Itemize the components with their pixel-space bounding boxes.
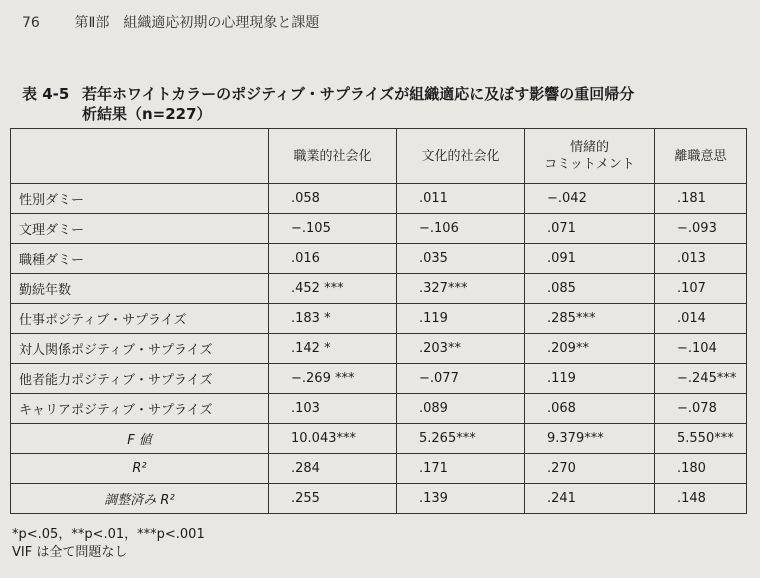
row-label: 文理ダミー	[11, 214, 269, 244]
stat-cell: 10.043***	[269, 424, 397, 454]
row-label: 他者能力ポジティブ・サプライズ	[11, 364, 269, 394]
coef-cell: .068	[525, 394, 655, 424]
column-header: 離職意思	[655, 129, 747, 184]
page-number: 76	[22, 15, 40, 31]
coef-cell: .103	[269, 394, 397, 424]
corner-cell	[11, 129, 269, 184]
stat-label: 調整済み R²	[11, 484, 269, 514]
stat-cell: 5.265***	[397, 424, 525, 454]
table-title-line1: 若年ホワイトカラーのポジティブ・サプライズが組織適応に及ぼす影響の重回帰分	[82, 85, 635, 103]
stat-cell: .148	[655, 484, 747, 514]
significance-note: *p<.05，**p<.01，***p<.001	[12, 527, 205, 542]
coef-cell: .327***	[397, 274, 525, 304]
stat-label: F 値	[11, 424, 269, 454]
table-row	[11, 334, 747, 364]
table-row	[11, 214, 747, 244]
vif-note: VIF は全て問題なし	[12, 545, 128, 560]
coef-cell: .142 *	[269, 334, 397, 364]
coef-cell: .013	[655, 244, 747, 274]
table-title-line2: 析結果（n=227）	[82, 105, 212, 123]
coef-cell: .119	[397, 304, 525, 334]
column-header: 文化的社会化	[397, 129, 525, 184]
coef-cell: −.104	[655, 334, 747, 364]
coef-cell: .452 ***	[269, 274, 397, 304]
coef-cell: .091	[525, 244, 655, 274]
coef-cell: −.078	[655, 394, 747, 424]
coef-cell: .071	[525, 214, 655, 244]
table-notes	[12, 526, 205, 562]
table-row	[11, 364, 747, 394]
row-label: 職種ダミー	[11, 244, 269, 274]
stat-cell: .284	[269, 454, 397, 484]
stat-row	[11, 484, 747, 514]
coef-cell: −.077	[397, 364, 525, 394]
coef-cell: −.105	[269, 214, 397, 244]
row-label: 対人関係ポジティブ・サプライズ	[11, 334, 269, 364]
coef-cell: −.269 ***	[269, 364, 397, 394]
regression-table	[10, 128, 747, 514]
stat-row	[11, 454, 747, 484]
coef-cell: .016	[269, 244, 397, 274]
coef-cell: .014	[655, 304, 747, 334]
row-label: 勤続年数	[11, 274, 269, 304]
coef-cell: .203**	[397, 334, 525, 364]
coef-cell: .089	[397, 394, 525, 424]
coef-cell: −.093	[655, 214, 747, 244]
table-row	[11, 304, 747, 334]
stat-cell: .139	[397, 484, 525, 514]
stat-cell: .180	[655, 454, 747, 484]
coef-cell: .058	[269, 184, 397, 214]
coef-cell: .119	[525, 364, 655, 394]
column-header	[525, 129, 655, 184]
column-header: 職業的社会化	[269, 129, 397, 184]
coef-cell: .107	[655, 274, 747, 304]
table-row	[11, 274, 747, 304]
table-row	[11, 244, 747, 274]
stat-cell: .255	[269, 484, 397, 514]
row-label: 仕事ポジティブ・サプライズ	[11, 304, 269, 334]
coef-cell: .181	[655, 184, 747, 214]
coef-cell: .011	[397, 184, 525, 214]
coef-cell: −.106	[397, 214, 525, 244]
coef-cell: .035	[397, 244, 525, 274]
row-label: キャリアポジティブ・サプライズ	[11, 394, 269, 424]
stat-cell: 5.550***	[655, 424, 747, 454]
coef-cell: .285***	[525, 304, 655, 334]
coef-cell: .209**	[525, 334, 655, 364]
coef-cell: .085	[525, 274, 655, 304]
stat-cell: .241	[525, 484, 655, 514]
table-row	[11, 394, 747, 424]
stat-cell: .270	[525, 454, 655, 484]
running-title: 第Ⅱ部 組織適応初期の心理現象と課題	[74, 15, 320, 31]
stat-cell: .171	[397, 454, 525, 484]
stat-row	[11, 424, 747, 454]
page-header	[22, 12, 319, 32]
row-label: 性別ダミー	[11, 184, 269, 214]
header-row	[11, 129, 747, 184]
table-caption	[22, 84, 752, 124]
stat-label: R²	[11, 454, 269, 484]
table-row	[11, 184, 747, 214]
column-header-text: 情緒的 コミットメント	[544, 140, 635, 172]
coef-cell: −.245***	[655, 364, 747, 394]
stat-cell: 9.379***	[525, 424, 655, 454]
coef-cell: .183 *	[269, 304, 397, 334]
table-label: 表 4-5	[22, 85, 70, 103]
coef-cell: −.042	[525, 184, 655, 214]
